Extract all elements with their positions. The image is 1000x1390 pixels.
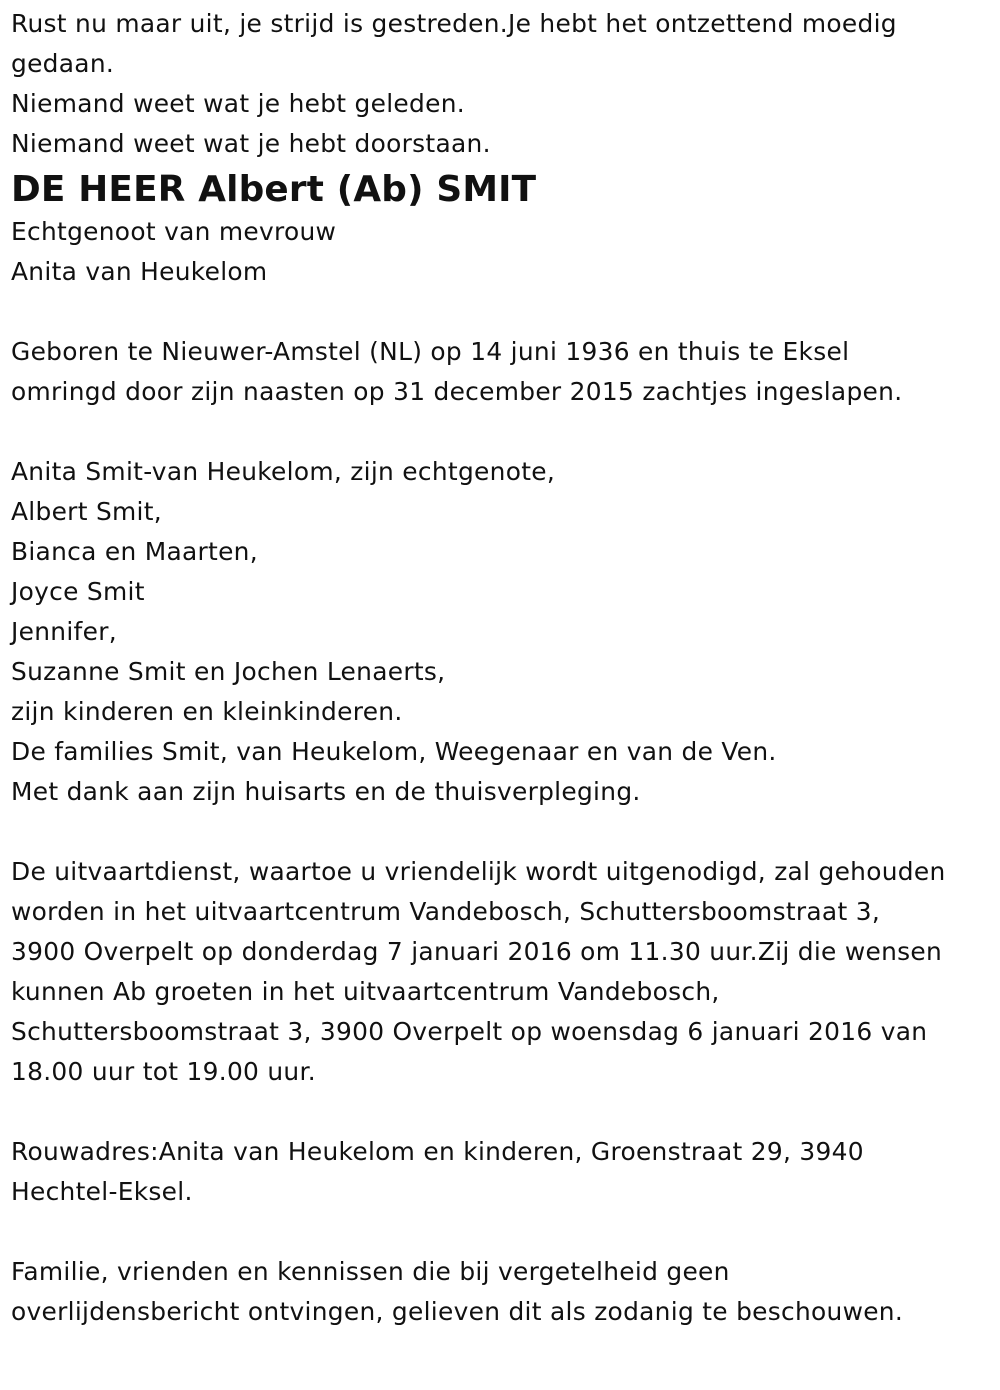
funeral-service-paragraph — [11, 852, 996, 1092]
birth-death-line: omringd door zijn naasten op 31 december 2015 zachtjes ingeslapen. — [11, 377, 903, 406]
family-line: Anita Smit-van Heukelom, zijn echtgenote, — [11, 457, 556, 486]
family-line: Met dank aan zijn huisarts en de thuisverpleging. — [11, 777, 641, 806]
closing-line: overlijdensbericht ontvingen, gelieven dit als zodanig te beschouwen. — [11, 1297, 904, 1326]
service-line: 18.00 uur tot 19.00 uur. — [11, 1057, 316, 1086]
verse-line: gedaan. — [11, 49, 115, 78]
paragraph-gap — [11, 1092, 996, 1132]
spouse-line: Echtgenoot van mevrouw — [11, 217, 337, 246]
service-line: Schuttersboomstraat 3, 3900 Overpelt op woensdag 6 januari 2016 van — [11, 1017, 928, 1046]
obituary-notice — [11, 4, 996, 1332]
paragraph-gap — [11, 292, 996, 332]
deceased-name-heading: DE HEER Albert (Ab) SMIT — [11, 169, 537, 210]
family-line: Bianca en Maarten, — [11, 537, 258, 566]
memorial-verse — [11, 4, 996, 164]
family-line: Suzanne Smit en Jochen Lenaerts, — [11, 657, 446, 686]
closing-note — [11, 1252, 996, 1332]
paragraph-gap — [11, 412, 996, 452]
family-line: zijn kinderen en kleinkinderen. — [11, 697, 403, 726]
family-line: Jennifer, — [11, 617, 117, 646]
family-line: Albert Smit, — [11, 497, 163, 526]
spouse-info — [11, 212, 996, 292]
paragraph-gap — [11, 1212, 996, 1252]
service-line: worden in het uitvaartcentrum Vandebosch, Schuttersboomstraat 3, — [11, 897, 881, 926]
family-line: Joyce Smit — [11, 577, 145, 606]
birth-death-line: Geboren te Nieuwer-Amstel (NL) op 14 juni 1936 en thuis te Eksel — [11, 337, 850, 366]
family-list — [11, 452, 996, 812]
verse-line: Rust nu maar uit, je strijd is gestreden.Je hebt het ontzettend moedig — [11, 9, 897, 38]
verse-line: Niemand weet wat je hebt doorstaan. — [11, 129, 491, 158]
service-line: De uitvaartdienst, waartoe u vriendelijk wordt uitgenodigd, zal gehouden — [11, 857, 946, 886]
closing-line: Familie, vrienden en kennissen die bij vergetelheid geen — [11, 1257, 730, 1286]
spouse-line: Anita van Heukelom — [11, 257, 268, 286]
birth-death-paragraph — [11, 332, 996, 412]
paragraph-gap — [11, 812, 996, 852]
mourning-address — [11, 1132, 996, 1212]
service-line: kunnen Ab groeten in het uitvaartcentrum Vandebosch, — [11, 977, 720, 1006]
address-line: Hechtel-Eksel. — [11, 1177, 193, 1206]
address-line: Rouwadres:Anita van Heukelom en kinderen, Groenstraat 29, 3940 — [11, 1137, 864, 1166]
family-line: De families Smit, van Heukelom, Weegenaar en van de Ven. — [11, 737, 777, 766]
service-line: 3900 Overpelt op donderdag 7 januari 2016 om 11.30 uur.Zij die wensen — [11, 937, 943, 966]
verse-line: Niemand weet wat je hebt geleden. — [11, 89, 465, 118]
